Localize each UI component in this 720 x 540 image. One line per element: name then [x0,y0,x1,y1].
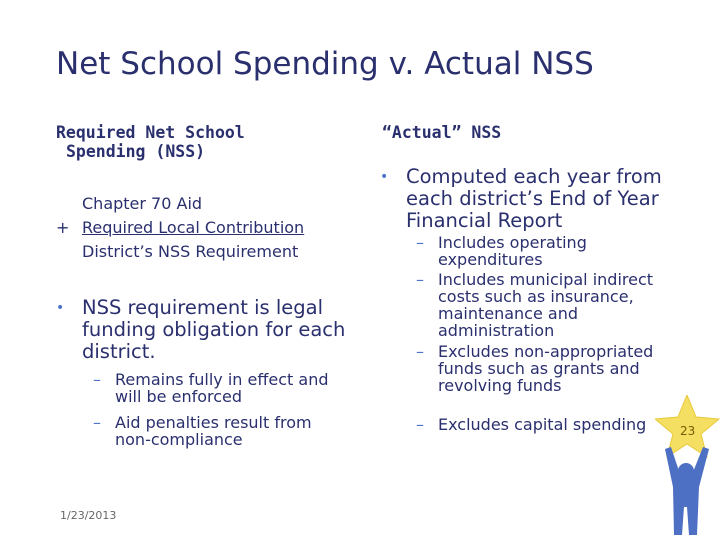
slide-title: Net School Spending v. Actual NSS [56,46,594,82]
left-sub-2 [93,414,343,448]
right-sub-4 [416,416,666,433]
bullet-icon: • [56,300,65,316]
left-heading [56,123,296,161]
plus-sign: + [56,218,70,237]
right-bullet [380,166,670,232]
left-sub-1-text: Remains fully in effect and will be enforced [115,370,329,406]
sum-line-local-contribution: + Required Local Contribution [56,216,304,240]
left-heading-line2: Spending (NSS) [66,142,206,161]
right-sub-1-text: Includes operating expenditures [438,233,587,269]
left-bullet [56,297,356,363]
page-number: 23 [680,424,696,438]
dash-icon: – [416,233,424,252]
right-sub-4-text: Excludes capital spending [438,415,647,434]
right-sub-3-text: Excludes non-appropriated funds such as grants and revolving funds [438,342,654,395]
bullet-icon: • [380,169,389,185]
right-sub-3 [416,343,656,394]
dash-icon: – [416,270,424,289]
left-sub-2-text: Aid penalties result from non-compliance [115,413,312,449]
right-sub-2-text: Includes municipal indirect costs such as insurance, maintenance and administration [438,270,654,340]
dash-icon: – [93,370,101,389]
right-bullet-text: Computed each year from each district’s End of Year Financial Report [406,165,662,232]
right-sub-1 [416,234,616,268]
sum-line-requirement: District’s NSS Requirement [82,242,299,261]
nss-sum [56,192,304,264]
sum-line-aid: Chapter 70 Aid [82,194,203,213]
left-bullet-text: NSS requirement is legal funding obligation for each district. [82,296,346,363]
slide-date: 1/23/2013 [60,509,117,522]
star-person-logo [655,395,720,540]
left-sub-1 [93,371,333,405]
right-sub-2 [416,271,656,339]
dash-icon: – [93,413,101,432]
dash-icon: – [416,415,424,434]
right-heading: “Actual” NSS [382,123,502,142]
left-heading-line1: Required Net School [56,123,245,142]
dash-icon: – [416,342,424,361]
person-icon [665,447,709,535]
